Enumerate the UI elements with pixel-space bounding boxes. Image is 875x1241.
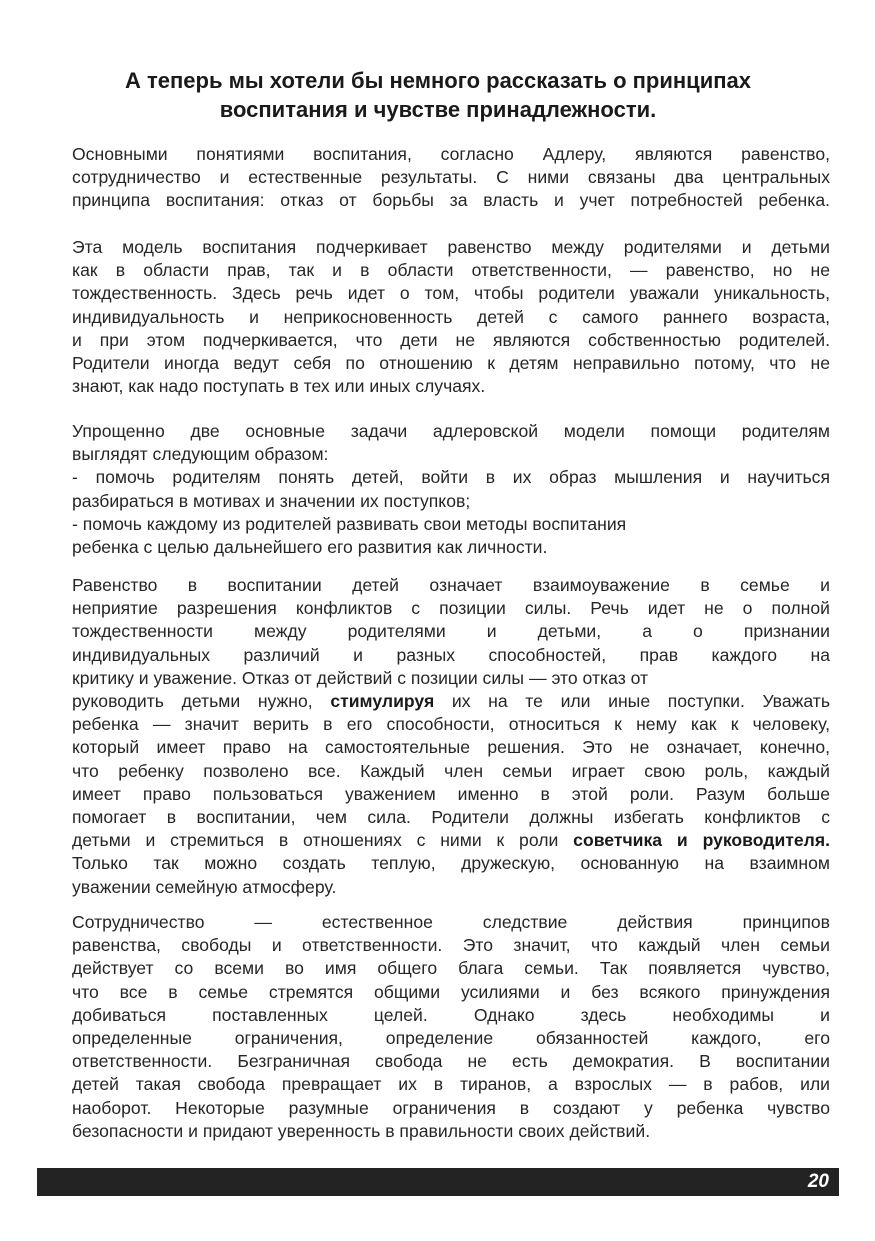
text-line: что ребенку позволено все. Каждый член семьи играет свою роль, каждый bbox=[72, 760, 830, 781]
page-title bbox=[72, 66, 804, 124]
text-line: как в области прав, так и в области ответственности, — равенство, но не bbox=[72, 260, 830, 281]
text-line: что все в семье стремятся общими усилиями и без всякого принуждения bbox=[72, 981, 830, 1002]
text-line: Равенство в воспитании детей означает взаимоуважение в семье и bbox=[72, 575, 830, 595]
text-line: принципа воспитания: отказ от борьбы за власть и учет потребностей ребенка. bbox=[72, 190, 830, 211]
text-line: ответственности. Безграничная свобода не есть демократия. В воспитании bbox=[72, 1051, 830, 1072]
text-line: добиваться поставленных целей. Однако здесь необходимы и bbox=[72, 1004, 830, 1025]
text-line: Эта модель воспитания подчеркивает равенство между родителями и детьми bbox=[72, 237, 830, 257]
text-line: безопасности и придают уверенность в правильности своих действий. bbox=[72, 1120, 651, 1141]
text-line: неприятие разрешения конфликтов с позиции силы. Речь идет не о полной bbox=[72, 598, 830, 619]
text-line: уважении семейную атмосферу. bbox=[72, 876, 337, 897]
text-line: выглядят следующим образом: bbox=[72, 444, 329, 465]
text-line: сотрудничество и естественные результаты. С ними связаны два центральных bbox=[72, 167, 830, 188]
text-line: детей такая свобода превращает их в тиранов, а взрослых — в рабов, или bbox=[72, 1074, 830, 1095]
paragraph-cooperation bbox=[72, 911, 830, 1143]
text-line: Упрощенно две основные задачи адлеровской модели помощи родителям bbox=[72, 421, 830, 441]
list-item: - помочь родителям понять детей, войти в их образ мышления и научиться bbox=[72, 467, 830, 488]
text-line bbox=[72, 690, 830, 713]
text-segment: руководить детьми нужно, bbox=[72, 691, 331, 712]
text-line: тождественность. Здесь речь идет о том, чтобы родители уважали уникальность, bbox=[72, 283, 830, 304]
emphasis-text: стимулируя bbox=[330, 691, 435, 712]
text-line: критику и уважение. Отказ от действий с позиции силы — это отказ от bbox=[72, 667, 649, 688]
text-line: Сотрудничество — естественное следствие действия принципов bbox=[72, 912, 830, 932]
text-line: имеет право пользоваться уважением именно в этой роли. Разум больше bbox=[72, 783, 830, 804]
text-line: Родители иногда ведут себя по отношению к детям неправильно потому, что не bbox=[72, 353, 830, 374]
text-line: разбираться в мотивах и значении их поступков; bbox=[72, 490, 471, 511]
text-line bbox=[72, 829, 830, 852]
paragraph-principles bbox=[72, 143, 830, 213]
text-line: который имеет право на самостоятельные решения. Это не означает, конечно, bbox=[72, 737, 830, 758]
paragraph-equality-model bbox=[72, 236, 830, 398]
text-line: наоборот. Некоторые разумные ограничения в создают у ребенка чувство bbox=[72, 1097, 830, 1118]
text-line: Основными понятиями воспитания, согласно Адлеру, являются равенство, bbox=[72, 144, 830, 164]
text-line: индивидуальность и неприкосновенность детей с самого раннего возраста, bbox=[72, 306, 830, 327]
emphasis-text: советчика и руководителя. bbox=[573, 830, 830, 851]
text-line: определенные ограничения, определение обязанностей каждого, его bbox=[72, 1028, 830, 1049]
text-line: помогает в воспитании, чем сила. Родители должны избегать конфликтов с bbox=[72, 807, 830, 828]
text-line: равенства, свободы и ответственности. Это значит, что каждый член семьи bbox=[72, 935, 830, 956]
page-title-line-2: воспитания и чувстве принадлежности. bbox=[219, 97, 657, 122]
footer-bar bbox=[37, 1168, 839, 1196]
text-line: и при этом подчеркивается, что дети не являются собственностью родителей. bbox=[72, 329, 830, 350]
page-number: 20 bbox=[807, 1171, 829, 1192]
text-segment: детьми и стремиться в отношениях с ними к роли bbox=[72, 830, 574, 851]
page-title-line-1: А теперь мы хотели бы немного рассказать о принципах bbox=[125, 68, 751, 93]
list-item: - помочь каждому из родителей развивать свои методы воспитания bbox=[72, 513, 627, 534]
text-line: действует со всеми во имя общего блага семьи. Так появляется чувство, bbox=[72, 958, 830, 979]
paragraph-equality-in-upbringing bbox=[72, 574, 830, 899]
text-line: индивидуальных различий и разных способностей, прав каждого на bbox=[72, 644, 830, 665]
text-line: знают, как надо поступать в тех или иных случаях. bbox=[72, 376, 486, 397]
text-segment: их на те или иные поступки. Уважать bbox=[434, 691, 831, 712]
paragraph-two-tasks bbox=[72, 420, 830, 559]
text-line: ребенка — значит верить в его способности, относиться к нему как к человеку, bbox=[72, 714, 830, 735]
text-line: тождественности между родителями и детьми, а о признании bbox=[72, 621, 830, 642]
text-line: ребенка с целью дальнейшего его развития как личности. bbox=[72, 537, 548, 558]
text-line: Только так можно создать теплую, дружескую, основанную на взаимном bbox=[72, 853, 830, 874]
